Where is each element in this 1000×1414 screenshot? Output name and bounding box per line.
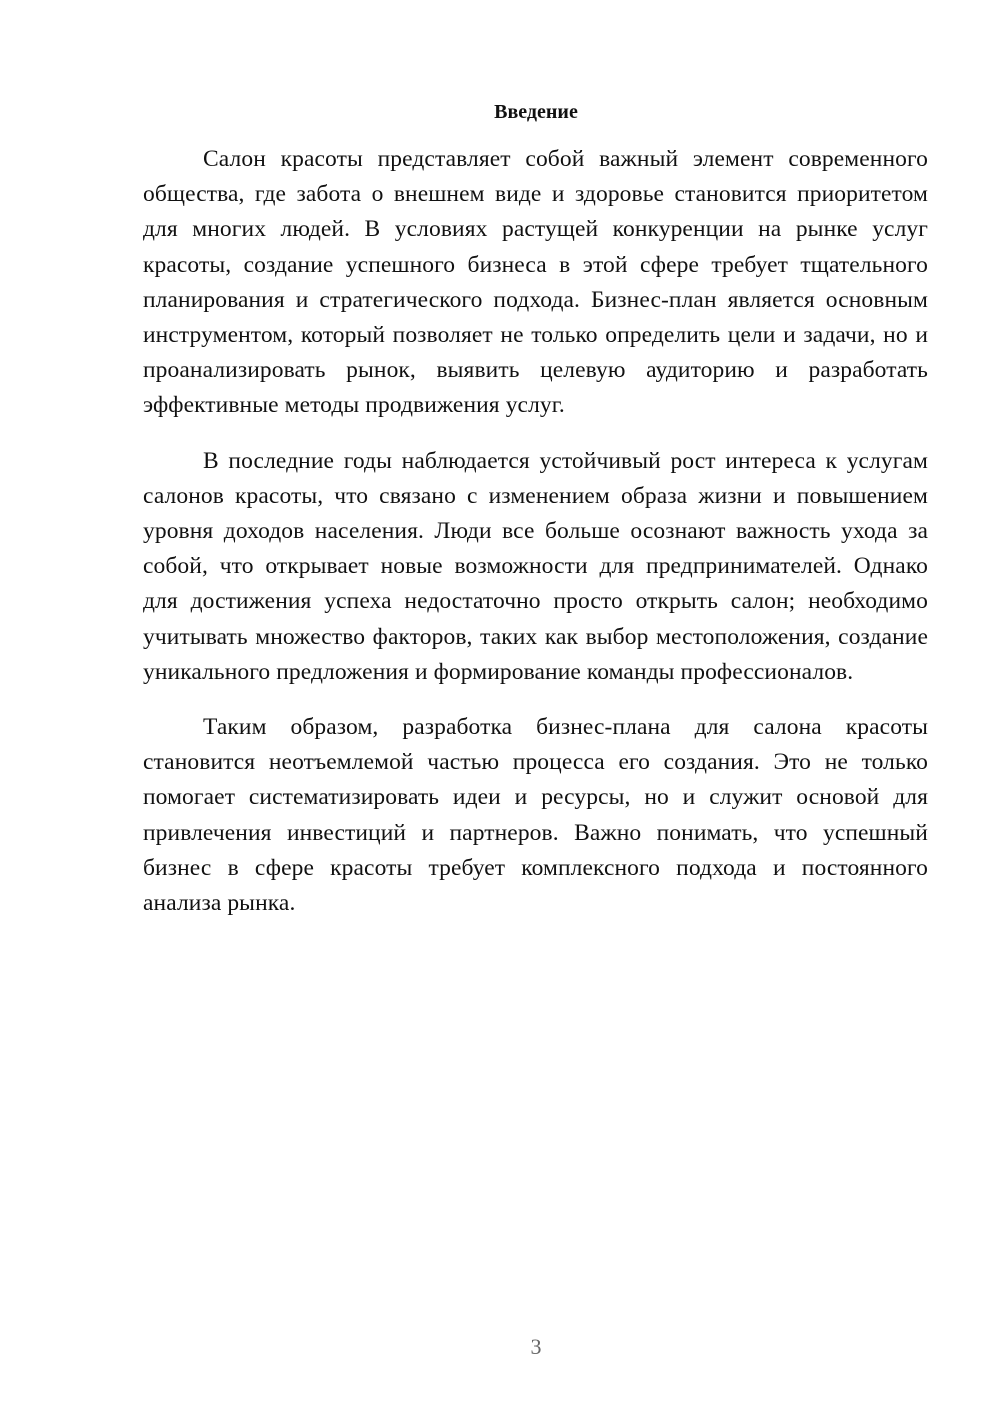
document-body [143, 142, 928, 941]
page-number: 3 [530, 1334, 542, 1359]
paragraph-3: Таким образом, разработка бизнес-плана для салона красоты становится неотъемлемой частью процесса его создания. Это не только помогает систематизировать идеи и ресурсы, но и служит основой для привлечения инвестиций и партнеров. Важно понимать, что успешный бизнес в сфере красоты требует комплексного подхода и постоянного анализа рынка. [143, 714, 928, 917]
paragraph-1: Салон красоты представляет собой важный элемент современного общества, где забота о внешнем виде и здоровье становится приоритетом для многих людей. В условиях растущей конкуренции на рынке услуг красоты, создание успешного бизнеса в этой сфере требует тщательного планирования и стратегического подхода. Бизнес-план является основным инструментом, который позволяет не только определить цели и задачи, но и проанализировать рынок, выявить целевую аудиторию и разработать эффективные методы продвижения услуг. [143, 146, 928, 419]
section-title: Введение [494, 101, 578, 123]
paragraph-2: В последние годы наблюдается устойчивый рост интереса к услугам салонов красоты, что связано с изменением образа жизни и повышением уровня доходов населения. Люди все больше осознают важность ухода за собой, что открывает новые возможности для предпринимателей. Однако для достижения успеха недостаточно просто открыть салон; необходимо учитывать множество факторов, таких как выбор местоположения, создание уникального предложения и формирование команды профессионалов. [143, 447, 928, 685]
